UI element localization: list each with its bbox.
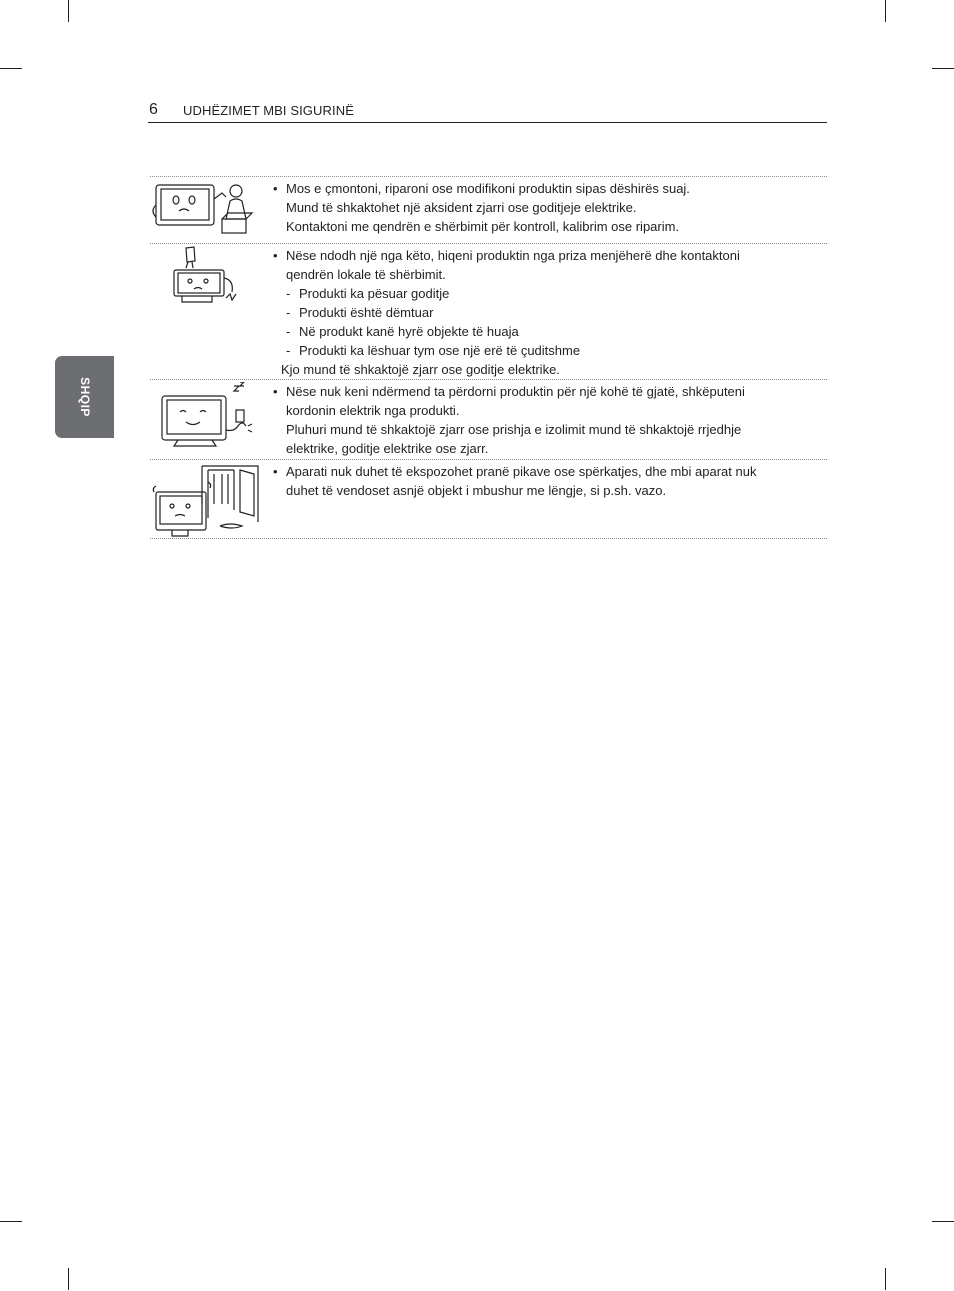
instruction-bullet: • Aparati nuk duhet të ekspozohet pranë pikave ose spërkatjes, dhe mbi aparat nuk [272,462,827,481]
language-tab-label: SHQIP [77,377,92,417]
crop-mark [932,1221,954,1222]
instruction-line: duhet të vendoset asnjë objekt i mbushur me lëngje, si p.sh. vazo. [286,483,667,498]
condition-item: - Produkti ka lëshuar tym ose një erë të çuditshme [272,341,827,360]
crop-mark [885,1268,886,1290]
instruction-line: elektrike, goditje elektrike ose zjarr. [286,441,489,456]
safety-row [150,460,827,539]
instruction-footer: Kjo mund të shkaktojë zjarr ose goditje elektrike. [281,362,560,377]
instruction-line: Mund të shkaktohet një aksident zjarri ose goditjeje elektrike. [286,200,637,215]
tv-cabinet-vase-icon [152,462,267,538]
condition-item: - Produkti ka pësuar goditje [272,284,827,303]
instruction-bullet: • Mos e çmontoni, riparoni ose modifikoni produktin sipas dëshirës suaj. [272,179,827,198]
tv-sleeping-unplugged-icon [152,382,267,452]
language-tab [55,356,114,438]
crop-mark [0,1221,22,1222]
tv-liquid-spill-icon [152,246,267,306]
safety-row [150,177,827,244]
page-header [148,100,827,123]
crop-mark [885,0,886,22]
crop-mark [932,68,954,69]
crop-mark [68,0,69,22]
instruction-bullet: • Nëse ndodh një nga këto, hiqeni produktin nga priza menjëherë dhe kontaktoni [272,246,827,265]
instruction-line: qendrën lokale të shërbimit. [286,267,446,282]
condition-item: - Në produkt kanë hyrë objekte të huaja [272,322,827,341]
condition-item: - Produkti është dëmtuar [272,303,827,322]
tv-repair-person-icon [152,179,267,237]
crop-mark [68,1268,69,1290]
safety-table [150,176,827,539]
crop-mark [0,68,22,69]
safety-row [150,244,827,380]
instruction-line: Kontaktoni me qendrën e shërbimit për kontroll, kalibrim ose riparim. [286,219,680,234]
section-title: UDHËZIMET MBI SIGURINË [183,103,354,118]
instruction-line: kordonin elektrik nga produkti. [286,403,460,418]
safety-row [150,380,827,460]
instruction-line: Pluhuri mund të shkaktojë zjarr ose prishja e izolimit mund të shkaktojë rrjedhje [286,422,742,437]
page-number: 6 [149,101,158,118]
instruction-bullet: • Nëse nuk keni ndërmend ta përdorni produktin për një kohë të gjatë, shkëputeni [272,382,827,401]
